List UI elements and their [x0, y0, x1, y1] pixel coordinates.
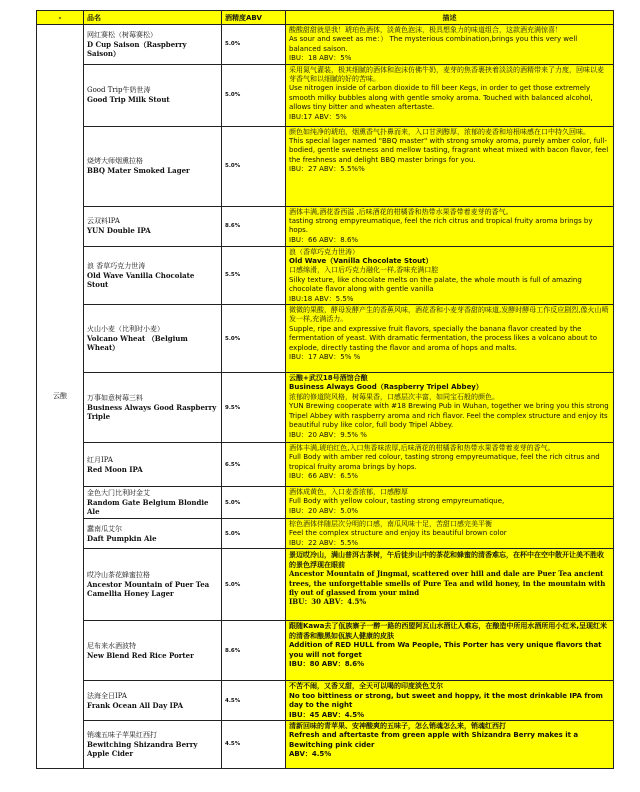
beer-name-cell: [84, 305, 222, 373]
beer-name-chinese: 蠢南瓜艾尔: [87, 524, 122, 533]
description-line: Full Body with yellow colour, tasting strong empyreumatique,: [289, 497, 505, 506]
beer-name-chinese: 红月IPA: [87, 455, 113, 464]
beer-name-english: YUN Double IPA: [87, 226, 151, 236]
beer-name-english: Red Moon IPA: [87, 464, 143, 474]
beer-abv: 5.0%: [222, 519, 286, 549]
beer-row: [37, 126, 614, 206]
beer-row: [37, 549, 614, 621]
description-line: 不苦不闹，又香又甜，全天可以喝的印度淡色艾尔: [289, 682, 443, 691]
beer-ibu-abv: IBU:17 ABV：5%: [289, 112, 347, 121]
beer-name-english: BBQ Mater Smoked Lager: [87, 166, 190, 176]
beer-row: [37, 519, 614, 549]
beer-abv: 4.5%: [222, 681, 286, 721]
beer-name-chinese: 法海全日IPA: [87, 691, 127, 700]
beer-name-english: Random Gate Belgium Blondie Ale: [87, 498, 209, 517]
description-line: Refresh and aftertaste from green apple with Shizandra Berry makes it a Bewitching pink cider: [289, 731, 579, 749]
beer-name-cell: [84, 443, 222, 487]
beer-ibu-abv: IBU：18 ABV：5%: [289, 54, 352, 63]
beer-ibu-abv: IBU：66 ABV：6.5%: [289, 472, 359, 481]
description-line: Silky texture, like chocolate melts on the palate, the whole mouth is full of amazing chocolate flavor along with gentle vanilla: [289, 275, 582, 294]
description-line: 采用氮气灌装，极其细腻的酒体和泡沫仿佛牛奶，麦芽的焦香裹挟着淡淡的酒精带来了力度，回味以麦芽香气和以细腻的好的苦味。: [289, 65, 604, 84]
description-line: Old Wave（Vanilla Chocolate Stout）: [289, 257, 433, 266]
beer-row: [37, 373, 614, 443]
beer-row: [37, 487, 614, 519]
description-line: Full Body with amber red colour, tasting strong empyreumatique, feel the rich citrus and tropical fruity aroma brings by hops.: [289, 453, 600, 471]
header-description: 描述: [286, 11, 614, 25]
beer-name-english: Volcano Wheat （Belgium Wheat）: [87, 334, 188, 353]
description-line: YUN Brewing cooperate with #18 Brewing Pub in Wuhan, together we bring you this strong Tripel Abbey with raspberry aroma and rich flavor. Feel the complex structure and enjoy its beautiful ruby like color, full body Tripel Abbey.: [289, 402, 609, 430]
beer-name-chinese: 哎冷山茶花蜂蜜拉格: [87, 571, 150, 580]
beer-name-english: Business Always Good Raspberry Triple: [87, 403, 217, 422]
beer-name-english: Old Wave Vanilla Chocolate Stout: [87, 270, 195, 289]
beer-row: [37, 64, 614, 126]
description-line: tasting strong empyreumatique, feel the rich citrus and tropical fruity aroma brings by hops.: [289, 217, 593, 235]
beer-name-cell: [84, 549, 222, 621]
description-line: 酒体成黄色，入口麦香浓郁，口感醇厚: [289, 488, 408, 497]
description-line: 景迈哎冷山，满山普洱古茶树，午后徒步山中的茶花和蜂蜜的清香难忘，在杯中在空中散开让美不胜收的景色浮现在眼前: [289, 550, 604, 569]
beer-description: [286, 246, 614, 304]
header-row: [37, 11, 614, 25]
beer-name-chinese: 火山小麦（比利时小麦）: [87, 325, 164, 334]
beer-name-english: New Blend Red Rice Porter: [87, 650, 194, 660]
beer-row: [37, 206, 614, 246]
beer-name-chinese: 云双料IPA: [87, 217, 120, 226]
beer-row: [37, 720, 614, 768]
beer-abv: 5.0%: [222, 487, 286, 519]
beer-name-chinese: Good Trip牛奶世涛: [87, 86, 151, 95]
beer-description: [286, 373, 614, 443]
beer-ibu-abv: IBU：27 ABV：5.5%%: [289, 165, 365, 174]
description-line: 酸酸甜甜就是我！琥珀色酒体，淡黄色泡沫，极具想象力的味道组合，这款酒充满惊喜！: [289, 26, 562, 34]
beer-name-chinese: 万事如意树莓三料: [87, 394, 143, 403]
description-line: 微微的果酸，酵母发酵产生的香蕉风味，酒花香和小麦芽香甜的味道,发酵时酵母工作反应剧烈,像火山喷发一样,充满活力。: [289, 306, 609, 324]
beer-name-chinese: 网红赛松（树莓赛松）: [87, 30, 157, 39]
beer-description: [286, 681, 614, 721]
category-label: 云酿: [37, 25, 84, 769]
beer-description: [286, 64, 614, 126]
beer-name-cell: [84, 621, 222, 681]
beer-name-cell: [84, 206, 222, 246]
beer-row: [37, 621, 614, 681]
beer-abv: 6.5%: [222, 443, 286, 487]
beer-abv: 8.6%: [222, 206, 286, 246]
beer-ibu-abv: IBU：20 ABV：9.5% %: [289, 430, 367, 439]
beer-name-english: Good Trip Milk Stout: [87, 95, 170, 105]
description-line: Use nitrogen inside of carbon dioxide to fill beer Kegs, in order to get those extremely smooth milky bubbles along with gentle smoky aroma. Touched with balanced alcohol, allows tiny bitter and wheaten aftertaste.: [289, 84, 593, 112]
description-line: No too bittiness or strong, but sweet and hoppy, it the most drinkable IPA from day to the night: [289, 691, 603, 710]
description-line: 清新回味的青苹果、安神酸爽的五味子，怎么销魂怎么来，销魂红西打: [289, 721, 506, 730]
beer-name-chinese: 烧烤大师烟熏拉格: [87, 157, 143, 166]
beer-abv: 5.0%: [222, 25, 286, 65]
beer-name-cell: [84, 246, 222, 304]
beer-description: [286, 305, 614, 373]
beer-name-english: Ancestor Mountain of Puer Tea Camellia Honey Lager: [87, 580, 210, 599]
description-line: Feel the complex structure and enjoy its beautiful brown color: [289, 529, 507, 538]
description-line: 酒体丰满,酒花香西溢 ,后味酒花的柑橘香和热带水果香带着麦芽的香气。: [289, 207, 513, 216]
beer-abv: 9.5%: [222, 373, 286, 443]
description-line: 颜色如纯净的琥珀，烟熏香气扑鼻而来，入口甘洌醇厚，浓郁的麦香和培根味感在口中持久回味。: [289, 127, 590, 136]
beer-ibu-abv: IBU：17 ABV：5% %: [289, 353, 361, 362]
beer-description: [286, 206, 614, 246]
beer-description: [286, 720, 614, 768]
beer-ibu-abv: IBU：30 ABV：4.5%: [289, 597, 367, 607]
beer-ibu-abv: IBU：20 ABV：5.0%: [289, 506, 359, 515]
description-line: 云酿+武汉18号酒馆合酿: [289, 374, 368, 383]
description-line: This special lager named "BBQ master" with strong smoky aroma, purely amber color, full-bodied, gentle sweetness and mellow tasting, fragrant wheat mixed with bacon flavor, feel the freshness and delight BBQ master brings for you.: [289, 137, 609, 164]
description-line: Supple, ripe and expressive fruit flavors, specially the banana flavor created by the fermentation of yeast. With dramatic fermentation, the process likes a volcano about to explode, directly tasting the flavor and aroma of hops and malts.: [289, 324, 598, 352]
description-line: Addition of RED HULL from Wa People, This Porter has very unique flavors that you will not forget: [289, 641, 602, 659]
beer-description: [286, 443, 614, 487]
beer-name-english: D Cup Saison（Raspberry Saison）: [87, 39, 187, 58]
beer-description: [286, 25, 614, 65]
beer-description: [286, 549, 614, 621]
beer-name-english: Frank Ocean All Day IPA: [87, 700, 184, 710]
beer-ibu-abv: IBU：80 ABV：8.6%: [289, 659, 365, 668]
beer-ibu-abv: ABV：4.5%: [289, 750, 332, 759]
beer-abv: 4.5%: [222, 720, 286, 768]
header-dash: -: [37, 11, 84, 25]
beer-description: [286, 621, 614, 681]
beer-description: [286, 519, 614, 549]
beer-name-chinese: 尼布来水酒波特: [87, 641, 136, 650]
beer-name-cell: [84, 25, 222, 65]
beer-name-chinese: 金色大门比利时金艾: [87, 489, 150, 498]
beer-name-cell: [84, 126, 222, 206]
beer-name-cell: [84, 720, 222, 768]
beer-abv: 8.6%: [222, 621, 286, 681]
beer-ibu-abv: IBU：45 ABV：4.5%: [289, 710, 365, 719]
description-line: 浓郁的修道院风格，树莓果香，口感层次丰富，如同宝石般的颜色。: [289, 392, 499, 401]
beer-abv: 5.5%: [222, 246, 286, 304]
beer-name-cell: [84, 519, 222, 549]
beer-name-chinese: 浪 香草巧克力世涛: [87, 261, 146, 270]
beer-name-cell: [84, 64, 222, 126]
beer-name-english: Daft Pumpkin Ale: [87, 533, 157, 543]
beer-name-cell: [84, 487, 222, 519]
beer-row: [37, 305, 614, 373]
description-line: 棕色酒体伴随层次分明的口感，南瓜风味十足，苦甜口感完美平衡: [289, 520, 492, 529]
beer-description: [286, 126, 614, 206]
beer-abv: 5.0%: [222, 305, 286, 373]
beer-description: [286, 487, 614, 519]
beer-abv: 5.0%: [222, 64, 286, 126]
header-abv: 酒精度ABV: [222, 11, 286, 25]
beer-name-english: Bewitching Shizandra Berry Apple Cider: [87, 739, 198, 758]
description-line: As sour and sweet as me：） The mysterious combination,brings you this very well balanced saison.: [289, 35, 578, 53]
description-line: 口感绵滑，入口后巧克力融化一样,香味充满口腔: [289, 266, 439, 275]
description-line: 跟随Kawa去了佤族寨子一醉一路的西盟阿瓦山水酒让人难忘，在酿造中所用水酒所用小红米,呈现红米的清香和酿黑如佤族人健康的皮肤: [289, 622, 607, 640]
beer-menu-table: [36, 10, 614, 769]
description-line: 酒体丰满,琥珀红色,入口焦香味浓厚,后味酒花的柑橘香和热带水果香带着麦芽的香气。: [289, 444, 555, 453]
beer-abv: 5.0%: [222, 549, 286, 621]
beer-name-cell: [84, 373, 222, 443]
description-line: Ancestor Mountain of Jingmai, scattered over hill and dale are Puer Tea ancient trees, the unforgettable smells of Pure Tea and wild honey, in the mountain with fly out of glassed from your mind: [289, 569, 606, 597]
beer-ibu-abv: IBU：66 ABV：8.6%: [289, 235, 359, 244]
beer-row: [37, 443, 614, 487]
beer-row: [37, 246, 614, 304]
beer-name-cell: [84, 681, 222, 721]
description-line: 浪（香草巧克力世涛）: [289, 247, 359, 256]
description-line: Business Always Good（Raspberry Tripel Abbey）: [289, 383, 483, 392]
beer-ibu-abv: IBU：22 ABV：5.5%: [289, 538, 359, 547]
header-name: 品名: [84, 11, 222, 25]
beer-abv: 5.0%: [222, 126, 286, 206]
beer-row: [37, 25, 614, 65]
beer-name-chinese: 销魂五味子苹果红西打: [87, 730, 157, 739]
beer-row: [37, 681, 614, 721]
beer-ibu-abv: IBU:18 ABV：5.5%: [289, 294, 354, 303]
